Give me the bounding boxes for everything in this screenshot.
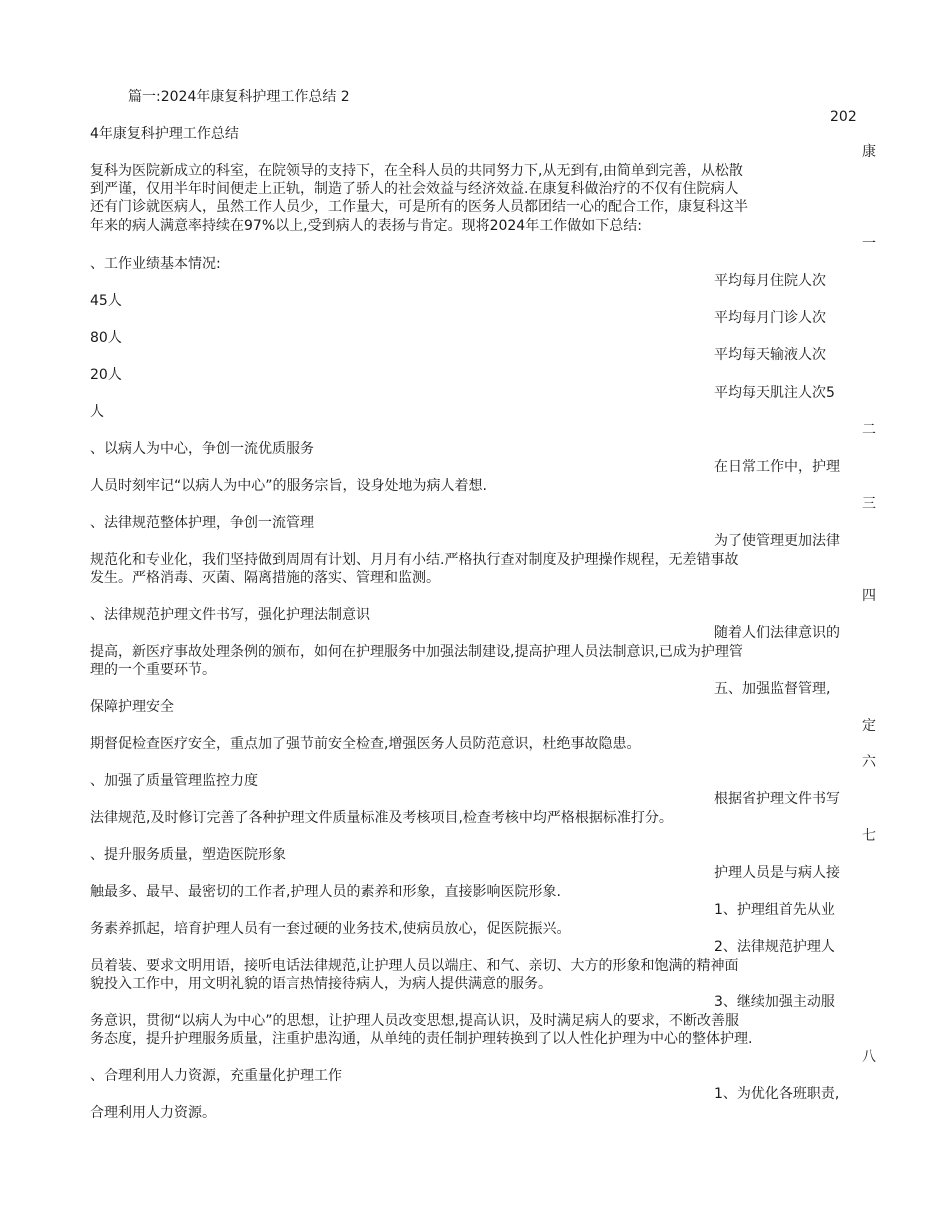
- margin-char-liu: 六: [862, 754, 876, 770]
- intro-paragraph-line-4: 年来的病人满意率持续在97%以上,受到病人的表扬与肯定。现将2024年工作做如下总结:: [90, 218, 642, 234]
- stat-2-label: 平均每月门诊人次: [714, 310, 826, 326]
- section-7-item-3-body-line-1: 务意识，贯彻“以病人为中心”的思想，让护理人员改变思想,提高认识，及时满足病人的要求，不断改善服: [90, 1013, 739, 1029]
- section-1-heading: 、工作业绩基本情况:: [90, 256, 221, 272]
- section-3-body-line-2: 发生。严格消毒、灭菌、隔离措施的落实、管理和监测。: [90, 570, 440, 586]
- section-7-item-3-body-line-2: 务态度，提升护理服务质量，注重护患沟通，从单纯的责任制护理转换到了以人性化护理为中心的整体护理.: [90, 1031, 753, 1047]
- stat-1-value: 45人: [90, 293, 122, 309]
- section-5-heading: 保障护理安全: [90, 699, 174, 715]
- section-8-item-1-lead-in: 1、为优化各班职责,: [714, 1086, 840, 1102]
- stat-2-value: 80人: [90, 330, 122, 346]
- section-7-item-3-lead-in: 3、继续加强主动服: [714, 994, 835, 1010]
- year-prefix: 202: [830, 109, 857, 125]
- section-7-item-1-body: 务素养抓起，培育护理人员有一套过硬的业务技术,使病员放心，促医院振兴。: [90, 921, 571, 937]
- section-2-lead-in: 在日常工作中，护理: [714, 459, 840, 475]
- section-7-item-2-lead-in: 2、法律规范护理人: [714, 939, 835, 955]
- stat-3-value: 20人: [90, 367, 122, 383]
- margin-char-er: 二: [862, 422, 876, 438]
- section-6-heading: 、加强了质量管理监控力度: [90, 773, 258, 789]
- section-4-heading: 、法律规范护理文件书写，强化护理法制意识: [90, 607, 370, 623]
- stat-4-label: 平均每天肌注人次5: [714, 385, 835, 401]
- section-8-item-1-body: 合理利用人力资源。: [90, 1105, 216, 1121]
- section-6-body: 法律规范,及时修订完善了各种护理文件质量标准及考核项目,检查考核中均严格根据标准打分。: [90, 810, 673, 826]
- margin-char-san: 三: [862, 496, 876, 512]
- section-2-body: 人员时刻牢记“以病人为中心”的服务宗旨，设身处地为病人着想.: [90, 478, 487, 494]
- document-title-line: 篇一:2024年康复科护理工作总结 2: [128, 89, 350, 105]
- section-7-item-2-body-line-2: 貌投入工作中，用文明礼貌的语言热情接待病人，为病人提供满意的服务。: [90, 976, 552, 992]
- section-5-number-heading: 五、加强监督管理,: [714, 681, 831, 697]
- margin-char-si: 四: [862, 588, 876, 604]
- section-3-heading: 、法律规范整体护理，争创一流管理: [90, 515, 314, 531]
- section-5-body: 期督促检查医疗安全，重点加了强节前安全检查,增强医务人员防范意识，杜绝事故隐患。: [90, 736, 641, 752]
- section-3-body-line-1: 规范化和专业化，我们坚持做到周周有计划、月月有小结.严格执行查对制度及护理操作规程，无差错事故: [90, 552, 739, 568]
- section-7-item-2-body-line-1: 员着装、要求文明用语，接听电话法律规范,让护理人员以端庄、和气、亲切、大方的形象和饱满的精神面: [90, 958, 739, 974]
- intro-paragraph-line-3: 还有门诊就医病人，虽然工作人员少，工作量大，可是所有的医务人员都团结一心的配合工作，康复科这半: [90, 199, 748, 215]
- margin-char-qi: 七: [862, 828, 876, 844]
- margin-char-kang: 康: [862, 144, 876, 160]
- document-title-continued: 4年康复科护理工作总结: [90, 126, 239, 142]
- section-4-lead-in: 随着人们法律意识的: [714, 625, 840, 641]
- section-7-heading: 、提升服务质量，塑造医院形象: [90, 847, 286, 863]
- intro-paragraph-line-2: 到严谨，仅用半年时间便走上正轨，制造了骄人的社会效益与经济效益.在康复科做治疗的不仅有住院病人: [90, 181, 739, 197]
- margin-char-yi: 一: [862, 236, 876, 252]
- section-3-lead-in: 为了使管理更加法律: [714, 533, 840, 549]
- stat-4-value: 人: [90, 404, 104, 420]
- section-4-body-line-1: 提高，新医疗事故处理条例的颁布，如何在护理服务中加强法制建设,提高护理人员法制意识,已成为护理管: [90, 644, 743, 660]
- section-2-heading: 、以病人为中心，争创一流优质服务: [90, 441, 314, 457]
- margin-char-ba: 八: [862, 1049, 876, 1065]
- stat-3-label: 平均每天输液人次: [714, 347, 826, 363]
- intro-paragraph-line-1: 复科为医院新成立的科室，在院领导的支持下，在全科人员的共同努力下,从无到有,由简单到完善，从松散: [90, 163, 743, 179]
- section-8-heading: 、合理利用人力资源，充重量化护理工作: [90, 1068, 342, 1084]
- section-4-body-line-2: 理的一个重要环节。: [90, 662, 216, 678]
- section-7-item-1-lead-in: 1、护理组首先从业: [714, 902, 835, 918]
- section-7-body: 触最多、最早、最密切的工作者,护理人员的素养和形象，直接影响医院形象.: [90, 884, 561, 900]
- margin-char-ding: 定: [862, 718, 876, 734]
- section-6-lead-in: 根据省护理文件书写: [714, 791, 840, 807]
- stat-1-label: 平均每月住院人次: [714, 273, 826, 289]
- section-7-lead-in: 护理人员是与病人接: [714, 865, 840, 881]
